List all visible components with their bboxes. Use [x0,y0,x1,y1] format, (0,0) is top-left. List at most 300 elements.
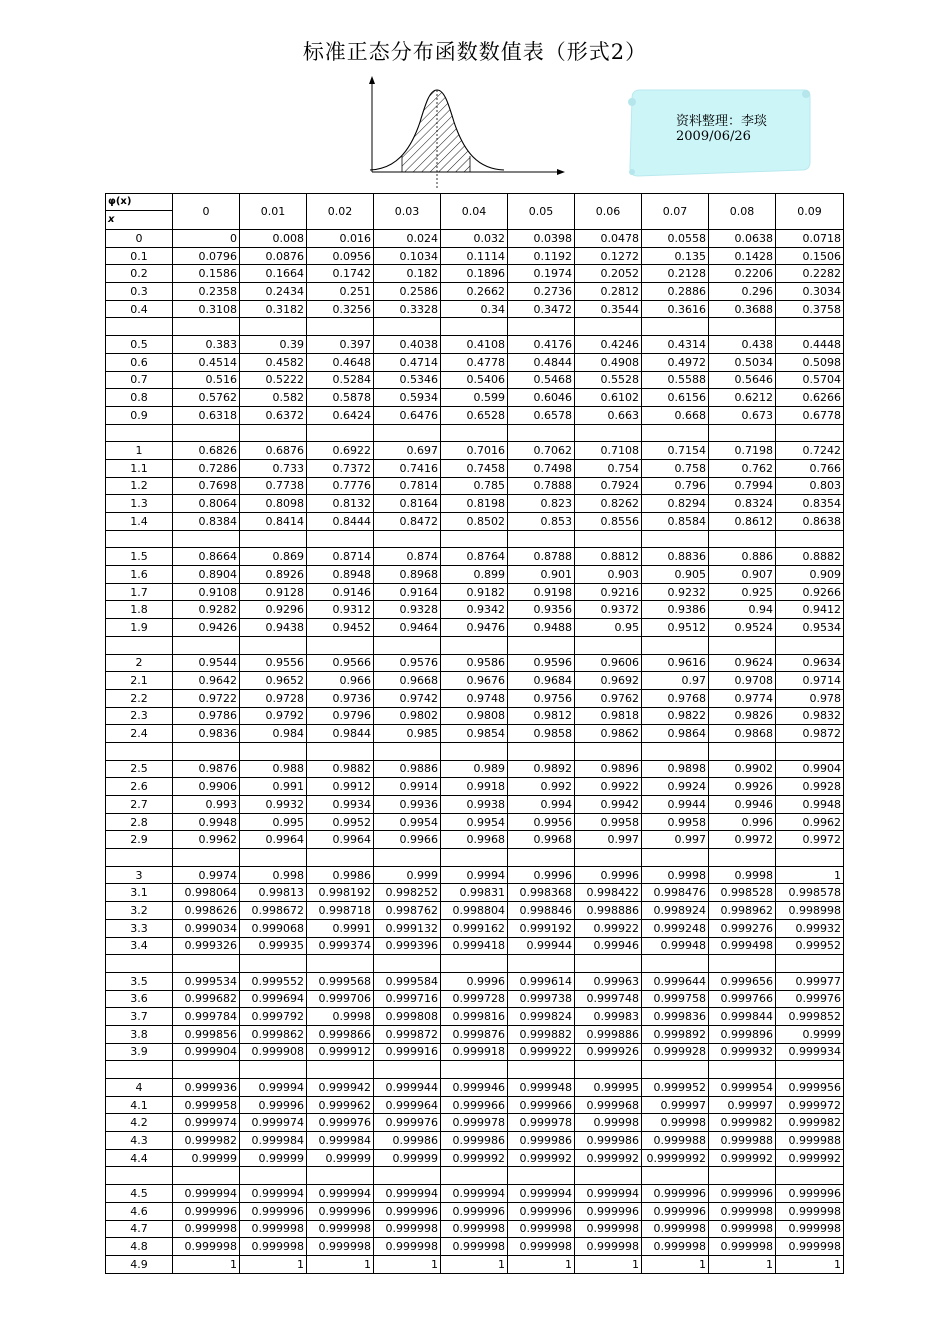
table-cell: 0.6578 [508,406,575,424]
table-cell: 0.5646 [709,371,776,389]
table-cell: 0.1974 [508,265,575,283]
row-x-value: 4.4 [106,1149,173,1167]
table-cell: 0.9968 [441,831,508,849]
table-cell: 0.6922 [307,442,374,460]
table-cell: 0.9998 [307,1008,374,1026]
table-row [106,1255,844,1273]
table-cell: 0.9802 [374,707,441,725]
table-cell: 0.9642 [173,672,240,690]
table-cell: 0.4176 [508,336,575,354]
table-cell: 0.5346 [374,371,441,389]
table-cell: 0.998 [240,866,307,884]
table-cell: 0.1034 [374,247,441,265]
table-cell: 0.998718 [307,902,374,920]
table-cell: 0.9524 [709,619,776,637]
table-cell: 1 [776,1255,844,1273]
table-cell: 0.998804 [441,902,508,920]
table-cell: 0.999988 [642,1132,709,1150]
table-cell: 0.99999 [173,1149,240,1167]
table-cell: 0.999948 [508,1079,575,1097]
table-cell: 0.3256 [307,300,374,318]
empty-cell [106,1167,173,1185]
table-cell: 0.999784 [173,1008,240,1026]
table-cell: 0.99996 [240,1096,307,1114]
table-cell: 0.988 [240,760,307,778]
table-cell: 0.9974 [173,866,240,884]
table-cell: 0.999908 [240,1043,307,1061]
column-header: 0.07 [642,194,709,230]
table-row [106,725,844,743]
table-cell: 0.999162 [441,919,508,937]
table-cell: 0.7888 [508,477,575,495]
table-row [106,760,844,778]
table-cell: 0.008 [240,230,307,248]
table-cell: 0.9996 [441,972,508,990]
table-cell: 0.9342 [441,601,508,619]
table-cell: 0.999276 [709,919,776,937]
row-x-value: 2.5 [106,760,173,778]
table-cell: 0.999892 [642,1025,709,1043]
table-cell: 0.9832 [776,707,844,725]
table-cell: 0.9999992 [642,1149,709,1167]
table-cell: 0.5406 [441,371,508,389]
row-x-value: 0.9 [106,406,173,424]
table-row [106,707,844,725]
table-cell: 0.999986 [508,1132,575,1150]
table-cell: 0.9512 [642,619,709,637]
table-cell: 0.1272 [575,247,642,265]
table-cell: 0.4908 [575,353,642,371]
table-row [106,990,844,1008]
separator-row [106,1061,844,1079]
table-cell: 0.9586 [441,654,508,672]
column-header: 0.01 [240,194,307,230]
table-cell: 0.9232 [642,583,709,601]
empty-cell [575,424,642,442]
table-cell: 0.9962 [173,831,240,849]
table-cell: 0.9938 [441,796,508,814]
table-cell: 0.0398 [508,230,575,248]
empty-cell [508,1061,575,1079]
empty-cell [173,424,240,442]
table-cell: 0.9728 [240,689,307,707]
table-cell: 0.9634 [776,654,844,672]
row-x-value: 3.9 [106,1043,173,1061]
empty-cell [106,849,173,867]
empty-cell [374,424,441,442]
empty-cell [575,318,642,336]
row-x-value: 4.3 [106,1132,173,1150]
table-cell: 0.9999 [776,1025,844,1043]
table-cell: 0.993 [173,796,240,814]
table-row [106,601,844,619]
table-cell: 0.9844 [307,725,374,743]
table-cell: 0.99813 [240,884,307,902]
table-cell: 0.999984 [307,1132,374,1150]
table-cell: 0.999998 [173,1220,240,1238]
empty-cell [374,1167,441,1185]
table-cell: 0.796 [642,477,709,495]
empty-cell [776,742,844,760]
table-cell: 0.9991 [307,919,374,937]
table-cell: 0.978 [776,689,844,707]
table-cell: 1 [575,1255,642,1273]
table-cell: 0.2662 [441,283,508,301]
empty-cell [240,318,307,336]
table-cell: 0.998476 [642,884,709,902]
table-cell: 0.2736 [508,283,575,301]
empty-cell [307,318,374,336]
table-cell: 0.998998 [776,902,844,920]
table-cell: 0.9464 [374,619,441,637]
table-cell: 0.99983 [575,1008,642,1026]
empty-cell [307,849,374,867]
table-cell: 0.758 [642,459,709,477]
table-cell: 0.8472 [374,513,441,531]
column-header: 0 [173,194,240,230]
table-cell: 0.9438 [240,619,307,637]
table-cell: 0.99999 [240,1149,307,1167]
table-cell: 0.999974 [173,1114,240,1132]
empty-cell [374,742,441,760]
row-x-value: 4.1 [106,1096,173,1114]
separator-row [106,530,844,548]
table-cell: 0.9954 [441,813,508,831]
table-cell: 0.99999 [374,1149,441,1167]
table-cell: 0.8064 [173,495,240,513]
table-cell: 0.998672 [240,902,307,920]
row-x-value: 2.4 [106,725,173,743]
table-cell: 0.9534 [776,619,844,637]
empty-cell [642,636,709,654]
table-cell: 0.9994 [441,866,508,884]
table-row [106,1185,844,1203]
table-row [106,459,844,477]
table-cell: 0.999972 [776,1096,844,1114]
table-row [106,902,844,920]
table-cell: 0.9652 [240,672,307,690]
table-cell: 0.999978 [441,1114,508,1132]
table-cell: 0.7458 [441,459,508,477]
table-cell: 0.4314 [642,336,709,354]
row-x-value: 0.6 [106,353,173,371]
separator-row [106,318,844,336]
column-header: 0.02 [307,194,374,230]
corner-x-label: x [108,214,115,225]
empty-cell [240,742,307,760]
table-cell: 0.9948 [776,796,844,814]
table-cell: 0.0718 [776,230,844,248]
table-cell: 0.903 [575,566,642,584]
table-cell: 0.9928 [776,778,844,796]
table-cell: 0.95 [575,619,642,637]
empty-cell [776,530,844,548]
table-cell: 0.9964 [307,831,374,849]
table-cell: 0.9854 [441,725,508,743]
table-cell: 0.999988 [776,1132,844,1150]
table-cell: 0.1896 [441,265,508,283]
table-cell: 0.999998 [776,1220,844,1238]
table-cell: 0.999998 [307,1220,374,1238]
empty-cell [776,636,844,654]
table-row [106,406,844,424]
empty-cell [709,742,776,760]
table-cell: 0.9576 [374,654,441,672]
row-x-value: 1.6 [106,566,173,584]
table-cell: 0.4246 [575,336,642,354]
table-cell: 0.999926 [575,1043,642,1061]
empty-cell [173,636,240,654]
table-cell: 0.296 [709,283,776,301]
table-cell: 0.8164 [374,495,441,513]
table-cell: 0.0956 [307,247,374,265]
empty-cell [173,318,240,336]
table-cell: 0.998192 [307,884,374,902]
empty-cell [709,849,776,867]
table-cell: 0.9904 [776,760,844,778]
table-row [106,548,844,566]
empty-cell [709,424,776,442]
table-cell: 0.99986 [374,1132,441,1150]
note-date: 2009/06/26 [676,129,751,144]
table-cell: 0.9616 [642,654,709,672]
table-cell: 0.2886 [642,283,709,301]
table-cell: 0.6876 [240,442,307,460]
table-cell: 0.9946 [709,796,776,814]
table-cell: 0.99994 [240,1079,307,1097]
table-cell: 0.966 [307,672,374,690]
table-cell: 0.999956 [776,1079,844,1097]
table-cell: 0.9914 [374,778,441,796]
table-row [106,1008,844,1026]
table-cell: 0.99922 [575,919,642,937]
separator-row [106,955,844,973]
table-cell: 0.1586 [173,265,240,283]
row-x-value: 1.9 [106,619,173,637]
table-cell: 0.999998 [776,1238,844,1256]
table-cell: 0.999766 [709,990,776,1008]
table-cell: 0.6156 [642,389,709,407]
table-cell: 0.5034 [709,353,776,371]
table-cell: 0.9786 [173,707,240,725]
column-header: 0.04 [441,194,508,230]
empty-cell [240,530,307,548]
empty-cell [307,1061,374,1079]
table-cell: 0.668 [642,406,709,424]
table-row [106,247,844,265]
empty-cell [240,1061,307,1079]
table-cell: 0.899 [441,566,508,584]
table-cell: 0.9836 [173,725,240,743]
table-cell: 0.663 [575,406,642,424]
table-cell: 0.9932 [240,796,307,814]
row-x-value: 1.8 [106,601,173,619]
table-cell: 0.7776 [307,477,374,495]
table-cell: 0.2358 [173,283,240,301]
table-cell: 0.999656 [709,972,776,990]
empty-cell [709,530,776,548]
table-cell: 0.997 [642,831,709,849]
table-cell: 0.999682 [173,990,240,1008]
table-cell: 0.999966 [441,1096,508,1114]
table-cell: 0.7286 [173,459,240,477]
empty-cell [642,1061,709,1079]
table-cell: 0.8384 [173,513,240,531]
row-x-value: 2.9 [106,831,173,849]
empty-cell [508,1167,575,1185]
table-cell: 0.9596 [508,654,575,672]
table-cell: 0.99976 [776,990,844,1008]
table-cell: 0.4514 [173,353,240,371]
table-cell: 0.999998 [776,1202,844,1220]
table-row [106,884,844,902]
table-cell: 0.999988 [709,1132,776,1150]
author-note [624,86,814,180]
table-cell: 0.999976 [307,1114,374,1132]
table-cell: 0.9944 [642,796,709,814]
table-cell: 0.7154 [642,442,709,460]
table-cell: 0.985 [374,725,441,743]
table-cell: 0.999374 [307,937,374,955]
table-cell: 0.999994 [173,1185,240,1203]
table-cell: 0.999992 [508,1149,575,1167]
table-cell: 0.99948 [642,937,709,955]
row-x-value: 3.6 [106,990,173,1008]
table-cell: 0.99997 [709,1096,776,1114]
table-cell: 0.909 [776,566,844,584]
table-cell: 0.999248 [642,919,709,937]
table-cell: 0.9998 [709,866,776,884]
table-cell: 0.9684 [508,672,575,690]
table-cell: 0.2282 [776,265,844,283]
table-cell: 0.2812 [575,283,642,301]
table-cell: 0.6528 [441,406,508,424]
row-x-value: 0.2 [106,265,173,283]
table-cell: 0.9996 [508,866,575,884]
table-cell: 0.992 [508,778,575,796]
table-row [106,1132,844,1150]
empty-cell [374,530,441,548]
table-cell: 0.996 [709,813,776,831]
table-cell: 0.8502 [441,513,508,531]
table-cell: 0.9296 [240,601,307,619]
table-cell: 0.3688 [709,300,776,318]
table-cell: 0.99946 [575,937,642,955]
table-cell: 0.2434 [240,283,307,301]
empty-cell [709,636,776,654]
table-cell: 0.999986 [441,1132,508,1150]
table-cell: 0.9146 [307,583,374,601]
table-cell: 0.999996 [374,1202,441,1220]
table-row [106,1096,844,1114]
row-x-value: 3.4 [106,937,173,955]
table-cell: 0.999998 [240,1238,307,1256]
table-cell: 0.907 [709,566,776,584]
empty-cell [374,1061,441,1079]
table-cell: 0.999192 [508,919,575,937]
table-cell: 0.8764 [441,548,508,566]
table-cell: 0.999946 [441,1079,508,1097]
table-cell: 0.823 [508,495,575,513]
empty-cell [508,424,575,442]
table-cell: 0.8714 [307,548,374,566]
table-cell: 0.999418 [441,937,508,955]
row-x-value: 2 [106,654,173,672]
empty-cell [441,636,508,654]
empty-cell [508,849,575,867]
table-cell: 0.2586 [374,283,441,301]
empty-cell [575,1167,642,1185]
table-cell: 0.999862 [240,1025,307,1043]
table-cell: 0.999896 [709,1025,776,1043]
table-cell: 0.383 [173,336,240,354]
table-cell: 0.182 [374,265,441,283]
table-cell: 0.9968 [508,831,575,849]
table-cell: 0.9972 [776,831,844,849]
empty-cell [106,636,173,654]
table-cell: 0.999792 [240,1008,307,1026]
table-cell: 0.999706 [307,990,374,1008]
table-cell: 1 [173,1255,240,1273]
table-cell: 0.999748 [575,990,642,1008]
column-header: 0.03 [374,194,441,230]
table-cell: 0.984 [240,725,307,743]
table-cell: 0.9924 [642,778,709,796]
column-header: 0.05 [508,194,575,230]
table-cell: 0.999998 [575,1220,642,1238]
table-cell: 0.9164 [374,583,441,601]
table-cell: 0.9872 [776,725,844,743]
empty-cell [642,955,709,973]
table-cell: 0.999912 [307,1043,374,1061]
table-cell: 0.6318 [173,406,240,424]
table-row [106,1043,844,1061]
empty-cell [776,1167,844,1185]
row-x-value: 2.8 [106,813,173,831]
empty-cell [106,530,173,548]
table-cell: 0.9912 [307,778,374,796]
table-cell: 0.9216 [575,583,642,601]
table-cell: 0.99995 [575,1079,642,1097]
row-x-value: 4.5 [106,1185,173,1203]
row-x-value: 2.3 [106,707,173,725]
table-cell: 0.3616 [642,300,709,318]
table-cell: 0.9692 [575,672,642,690]
table-cell: 0.999978 [508,1114,575,1132]
table-cell: 0.6046 [508,389,575,407]
table-cell: 0.697 [374,442,441,460]
table-cell: 0.438 [709,336,776,354]
table-row [106,689,844,707]
table-cell: 0.8098 [240,495,307,513]
table-cell: 0.9266 [776,583,844,601]
table-cell: 0.9128 [240,583,307,601]
table-row [106,1079,844,1097]
table-cell: 0.8294 [642,495,709,513]
empty-cell [106,742,173,760]
table-cell: 0.39 [240,336,307,354]
table-cell: 0.9356 [508,601,575,619]
table-cell: 0.251 [307,283,374,301]
table-cell: 0.397 [307,336,374,354]
table-cell: 0.9896 [575,760,642,778]
empty-cell [173,955,240,973]
table-cell: 0.991 [240,778,307,796]
table-cell: 0.998578 [776,884,844,902]
separator-row [106,742,844,760]
row-x-value: 3.3 [106,919,173,937]
table-cell: 0.999844 [709,1008,776,1026]
